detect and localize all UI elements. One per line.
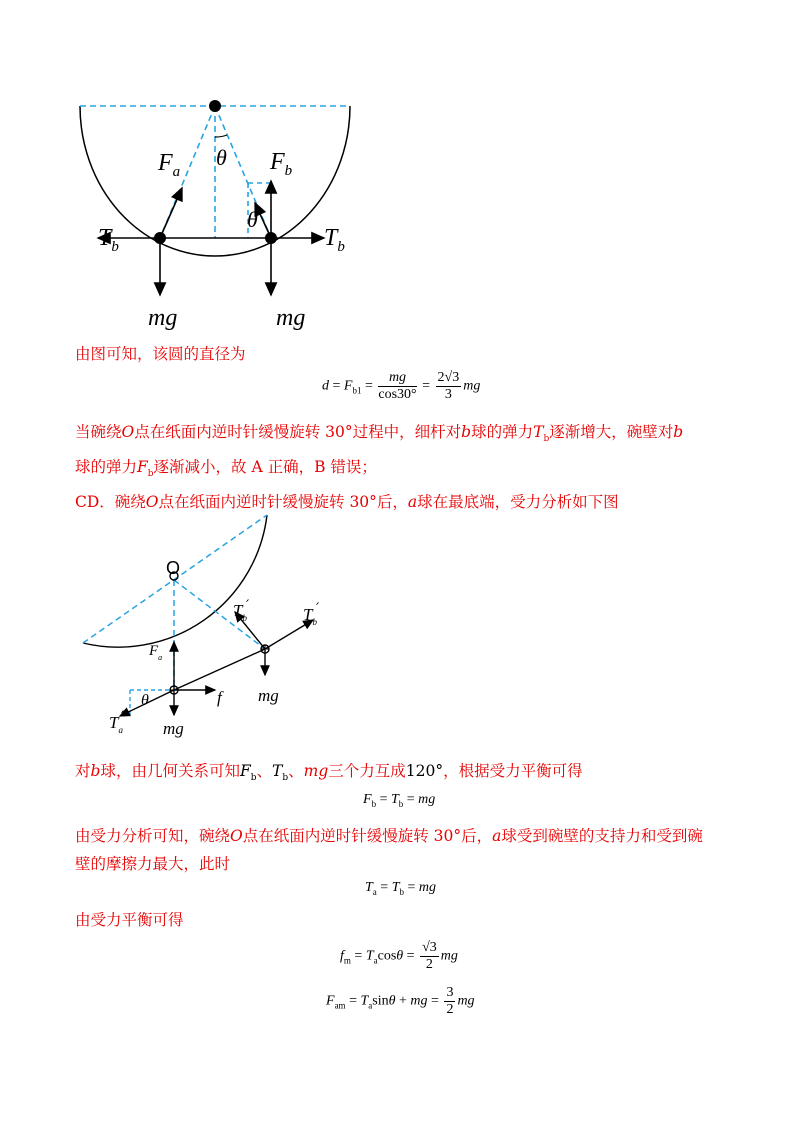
label-mg-right: mg bbox=[276, 305, 306, 331]
paragraph-rotation-analysis: 当碗绕O点在纸面内逆时针缓慢旋转 30°过程中，细杆对b球的弹力$T_b$逐渐增大，碗壁对b 球的弹力$F_b$逐渐减小，故 A 正确，B 错误； CD．碗绕O点在纸面内逆时针缓慢旋转 30°后，a球在最底端，受力分析如下图 bbox=[75, 423, 684, 512]
label-Tb-prime-inner: $T_b$ bbox=[233, 601, 247, 623]
formula-Ta-Tb: $T_a = T_b$ = mg bbox=[365, 880, 437, 897]
label-Tb-prime-outer: $T_b$ bbox=[303, 605, 317, 627]
label-mg-left: mg bbox=[148, 305, 178, 331]
label-mg-right: mg bbox=[258, 686, 279, 705]
paragraph-equilibrium: 由受力平衡可得 bbox=[75, 911, 184, 929]
paragraph-ball-b-analysis: 对b球，由几何关系可知$F_b$、$T_b$、mg三个力互成120°，根据受力平衡可得 bbox=[75, 762, 583, 784]
paragraph-diameter-intro: 由图可知，该圆的直径为 bbox=[75, 345, 246, 363]
svg-text:′: ′ bbox=[246, 598, 250, 614]
formula-friction: $f_m = T_a\cos\theta$ = $\frac{√3}{2}$ mg bbox=[340, 940, 458, 972]
pivot-point bbox=[209, 100, 221, 112]
label-Tb-left: $T_b$ bbox=[98, 225, 119, 255]
label-Tb-right: $T_b$ bbox=[324, 225, 345, 255]
label-O: O bbox=[166, 558, 181, 578]
figure-bowl-rotated bbox=[75, 510, 335, 745]
label-Fa-prime: $F_a$ bbox=[149, 643, 163, 662]
formula-Fb-Tb: $F_b = T_b$ = mg bbox=[363, 792, 436, 809]
label-mg-bottom: mg bbox=[163, 719, 184, 738]
figure-bowl-upright bbox=[70, 85, 370, 335]
formula-support-force: $F_{am} = T_a\sin\theta$ + mg = $\frac{3}{2}$ mg bbox=[326, 985, 475, 1017]
svg-text:′: ′ bbox=[121, 709, 125, 725]
label-Ta-prime: $T_a$ bbox=[109, 713, 123, 735]
label-Fa: $F_a$ bbox=[158, 150, 181, 180]
label-theta-top: θ bbox=[216, 145, 227, 170]
label-Fb: $F_b$ bbox=[270, 149, 293, 179]
label-theta: θ bbox=[141, 692, 149, 709]
formula-diameter: $d = F_{b1}$ = $\frac{mg}{\cos 30^\circ}$ = $\frac{2√3}{3}$ mg bbox=[322, 370, 481, 402]
label-f: f bbox=[217, 688, 222, 707]
svg-text:′: ′ bbox=[316, 601, 320, 617]
paragraph-ball-a-analysis: 由受力分析可知，碗绕O点在纸面内逆时针缓慢旋转 30°后，a球受到碗壁的支持力和受到碗 壁的摩擦力最大，此时 bbox=[75, 827, 703, 873]
label-theta-mid: θ bbox=[247, 207, 258, 232]
